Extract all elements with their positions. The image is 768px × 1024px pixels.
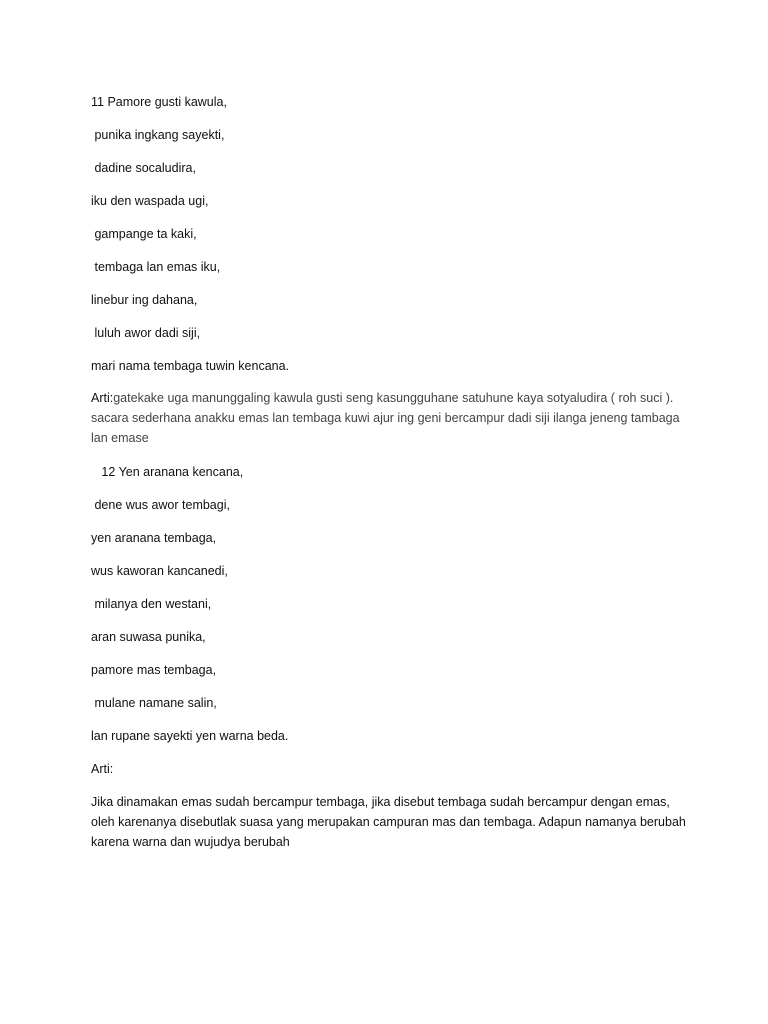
stanza-11-line-4: iku den waspada ugi, [91,194,209,208]
stanza-12-line-7: pamore mas tembaga, [91,663,217,677]
arti-label: Arti: [91,391,114,405]
stanza-11-line-8: luluh awor dadi siji, [91,326,201,340]
stanza-12-line-4: wus kaworan kancanedi, [91,564,228,578]
arti-text: gatekake uga manunggaling kawula gusti seng kasungguhane satuhune kaya sotyaludira ( roh suci ). sacara sederhana anakku emas lan tembaga kuwi ajur ing geni bercampur dadi siji ilanga jeneng tambaga lan emase [91,391,680,445]
stanza-12-line-9: lan rupane sayekti yen warna beda. [91,729,289,743]
stanza-11-line-5: gampange ta kaki, [91,227,197,241]
stanza-12-line-2: dene wus awor tembagi, [91,498,230,512]
stanza-12-arti-label: Arti: [91,762,114,776]
stanza-12-line-5: milanya den westani, [91,597,212,611]
stanza-11-line-3: dadine socaludira, [91,161,196,175]
stanza-11-translation [91,388,691,448]
stanza-12-line-1: 12 Yen aranana kencana, [91,465,244,479]
stanza-12-translation: Jika dinamakan emas sudah bercampur tembaga, jika disebut tembaga sudah bercampur dengan emas, oleh karenanya disebutlak suasa yang merupakan campuran mas dan tembaga. Adapun namanya berubah karena warna dan wujudya berubah [91,795,686,849]
stanza-11-line-7: linebur ing dahana, [91,293,198,307]
stanza-12-line-3: yen aranana tembaga, [91,531,217,545]
stanza-12-line-8: mulane namane salin, [91,696,217,710]
stanza-11-line-2: punika ingkang sayekti, [91,128,225,142]
stanza-12-line-6: aran suwasa punika, [91,630,206,644]
stanza-11-line-1: 11 Pamore gusti kawula, [91,95,227,109]
stanza-11-line-6: tembaga lan emas iku, [91,260,221,274]
stanza-11-line-9: mari nama tembaga tuwin kencana. [91,359,290,373]
